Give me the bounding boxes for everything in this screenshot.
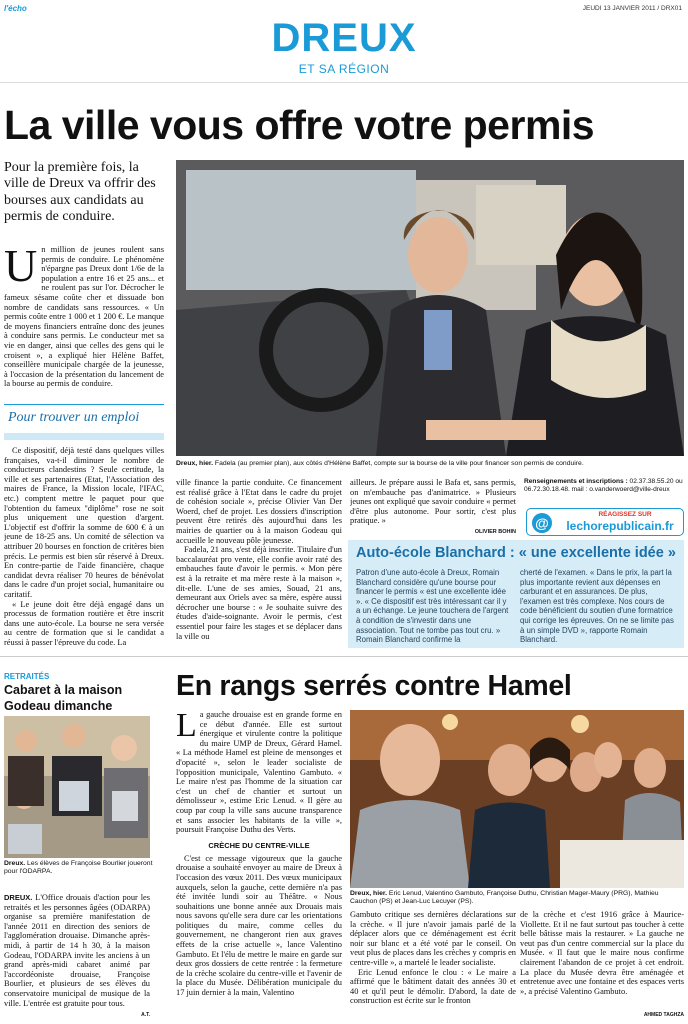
section-title: DREUX bbox=[271, 16, 417, 60]
at-sign-icon: @ bbox=[532, 513, 552, 533]
dropcap: U bbox=[4, 245, 38, 291]
sidebar-box-title: Auto-école Blanchard : « une excellente idée » bbox=[356, 545, 676, 561]
main-col3 bbox=[350, 478, 516, 530]
sidebar-box bbox=[348, 540, 684, 648]
retraites-headline: Cabaret à la maison Godeau dimanche bbox=[4, 683, 123, 713]
main-col2 bbox=[176, 478, 342, 648]
hamel-col3 bbox=[520, 910, 684, 1010]
main-col1-p1: n million de jeunes roulent sans permis de conduire. Le phénomène n'épargne pas Dreux dont 1/6e de la population a entre 16 et 25 ans... et ne roulent pas sur l'or. Décrocher le fameux sésame coûte cher et dissuade bon nombre de candidats sans ressources. « Un permis coûte entre 1 000 et 1 200 €. Le manque de moyens financiers entraîne donc des jeunes à conduire sans permis. Le conducteur met sa vie en danger, ainsi que celles des gens qui le croisent », a expliqué hier Hélène Baffet, conseillère municipale chargée de la jeunesse, à l'occasion de la présentation du lancement de la bourse au permis de conduire. bbox=[4, 245, 164, 389]
retraites-kicker: RETRAITÉS bbox=[4, 672, 50, 681]
accordion-photo-illustration bbox=[4, 716, 150, 858]
main-col1-p2: Ce dispositif, déjà testé dans quelques villes françaises, va-t-il diminuer le nombre de conducteurs clandestins ? Seule certitude, la ville et ses partenaires (Etat, l'Association des maires de France, la Mission locale, l'IFAC, etc.) comptent mettre le paquet pour que l'obtention du fameux "diplôme" rose ne soit plus uniquement une question d'argent. L'objectif est d'offrir la somme de 600 € à un jeune de 18-25 ans. Un comité de sélection va attribuer 20 bourses en fonction de critères bien précis. Le permis est bien sûr réservé à Dreux. En contre-partie de l'aide financière, chaque candidat devra réaliser 70 heures de bénévolat dans le cadre d'un projet social, humanitaire ou caritatif. bbox=[4, 446, 164, 599]
group-photo-caption-lead: Dreux, hier. bbox=[350, 890, 388, 897]
promo-badge[interactable] bbox=[526, 508, 684, 536]
group-photo bbox=[350, 710, 684, 888]
group-photo-credit: AHMED TAGHZA bbox=[643, 1012, 684, 1018]
promo-site[interactable]: lechorepublicain.fr bbox=[566, 519, 674, 533]
main-col2-p2: Fadela, 21 ans, s'est déjà inscrite. Titulaire d'un baccalauréat pro vente, elle confie avoir raté des embauches faute d'avoir le permis. « Mon père est à la retraite et ma mère reste à la maison », dit-elle. L'une de ses amies, Souad, 21 ans, demeurant aux Oriels avec sa mère, espère aussi décrocher une bourse : « Je souhaite suivre des études d'aide-soignante. Avoir le permis, c'est essentiel pour faire les stages et se déplacer dans la ville ou bbox=[176, 545, 342, 641]
main-signature: OLIVIER BOHIN bbox=[474, 529, 516, 535]
hamel-col2 bbox=[350, 910, 516, 1020]
info-box-text: 02.37.38.55.20 ou 06.72.30.18.48. mail : o.vanderwoerd@ville-dreux bbox=[524, 478, 683, 493]
section-subtitle: ET SA RÉGION bbox=[298, 62, 390, 76]
main-col1-p3: « Le jeune doit être déjà engagé dans un processus de formation routière et être inscrit dans une auto-école. La bourse ne sera versée au centre de formation que si le candidat a réussi à passer l'épreuve du code. La bbox=[4, 599, 164, 646]
accordion-photo bbox=[4, 716, 150, 858]
hamel-col2-p1: Gambuto critique ses dernières déclarations sur la crèche. « Il jure n'avoir jamais parlé de la déplacer alors que ce déménagement est écrit noir sur blanc et a été voté par le conseil. On veut plus de places dans les crèches y compris en centre-ville », a martelé le leader socialiste. bbox=[350, 910, 516, 967]
subhead-bar bbox=[4, 433, 164, 440]
hamel-headline: En rangs serrés contre Hamel bbox=[176, 670, 572, 702]
main-photo-caption bbox=[176, 460, 684, 468]
retraites-signature: A.T. bbox=[141, 1012, 150, 1018]
subhead: Pour trouver un emploi bbox=[8, 410, 140, 425]
retraites-caption-lead: Dreux. bbox=[4, 860, 26, 867]
main-col2-p1: ville finance la partie conduite. Ce financement est réalisé grâce à l'Etat dans le cadre du projet de cohésion sociale », précise Olivier Van Der Woerd, chef de projet. Les dossiers d'inscription peuvent être retirés dès aujourd'hui dans les mairies de quartier ou à la maison Godeau qui accueille le nouveau pôle jeunesse. bbox=[176, 478, 342, 545]
main-headline: La ville vous offre votre permis bbox=[4, 102, 595, 148]
info-box-label: Renseignements et inscriptions : bbox=[524, 478, 628, 485]
group-photo-caption-text: Eric Lenud, Valentino Gambuto, Françoise Duthu, Christian Mager-Maury (PRG), Mathieu Cauchon (PS) et Jean-Luc Lecuyer (PS). bbox=[350, 890, 659, 905]
main-col3-p1: ailleurs. Je prépare aussi le Bafa et, sans permis, on m'embauche pas d'animatrice. » Plusieurs jeunes ont expliqué que savoir conduire « permet d'être plus autonome. Pour sortir, c'est plus pratique. » bbox=[350, 478, 516, 526]
page-divider bbox=[0, 656, 688, 657]
article-lead: Pour la première fois, la ville de Dreux va offrir des bourses aux candidats au permis de conduire. bbox=[4, 160, 156, 225]
date-line: JEUDI 13 JANVIER 2011 / DRX01 bbox=[582, 5, 682, 12]
retraites-caption-text: Les élèves de Françoise Bourlier joueront pour l'ODARPA. bbox=[4, 860, 153, 875]
retraites-body-text: L'Office drouais d'action pour les retraités et les personnes âgées (ODARPA) organise sa première manifestation de l'année 2011 en direction des seniors de l'agglomération drouaise. Dimanche après-midi, à partir de 14 h 30, à la maison Godeau, l'ODARPA invite les anciens à un grand après-midi cabaret animé par l'accordéoniste drouaise, Françoise Bourlier, et plusieurs de ses élèves du conservatoire municipal de musique de la ville. L'entrée est gratuite pour tous. bbox=[4, 893, 150, 1008]
hamel-dropcap: L bbox=[176, 710, 197, 744]
hamel-col3-p1: de la crèche et c'est 1916 grâce à Maurice-Viollette. Et il ne faut surtout pas toucher à cette belle bâtisse mais la restaurer. » La gauche ne veut pas d'un centre commercial sur la place du Musée. « Il faut que le maire nous confirme clairement l'abandon de ce projet à cet endroit. La place du Musée devra être aménagée et entretenue avec une fontaine et des espaces verts », a précisé Valentino Gambuto. bbox=[520, 910, 684, 996]
main-photo-caption-text: Fadela (au premier plan), aux côtés d'Hélène Baffet, compte sur la bourse de la ville pour financer son permis de conduire. bbox=[214, 460, 584, 467]
hamel-col1-p1: a gauche drouaise est en grande forme en ce début d'année. Elle est surtout énergique et virulente contre la politique du maire UMP de Dreux, Gérard Hamel. « La méthode Hamel est pleine de mensonges et d'opacité », selon le leader socialiste de l'opposition municipale, Valentino Gambuto. « Le maire n'est pas l'homme de la situation car c'est un chef de chantier et surtout un démolisseur », estime Eric Lenud. « Il gère au coup par coup la ville sans aucune transparence et sans associer les habitants de la ville », poursuit Françoise Duthu des Verts. bbox=[176, 710, 342, 835]
group-photo-illustration bbox=[350, 710, 684, 888]
sidebar-box-col1: Patron d'une auto-école à Dreux, Romain Blanchard considère qu'une bourse pour financer le permis « est une excellente idée ». « Ce dispositif est très intéressant car il y a un échange. Le jeune touchera de l'argent à condition de s'investir dans une association. Tout ne tombe pas tout cru. » Romain Blanchard confirme la bbox=[356, 568, 509, 645]
hamel-col2-p2: Eric Lenud enfonce le clou : « Le maire a affirmé que le bâtiment datait des années 30 et 40 et qu'il peut le démolir. D'abord, la date de construction est écrite sur le fronton bbox=[350, 967, 516, 1006]
hamel-col1-p2: C'est ce message vigoureux que la gauche drouaise a souhaité envoyer au maire de Dreux à l'occasion des vœux 2011. Des vœux municipaux auxquels, selon la gauche, cette dernière n'a pas été invitée lundi soir au Théâtre. « Nous souhaitions une bonne année aux Drouais mais nous savons qu'elle sera dure car les orientations politiques du maire, comme celles du gouvernement, ne changeront rien aux graves effets de la crise actuelle », lance Valentino Gambuto. Et l'élu de mettre le maire en garde sur deux gros dossiers de cette rentrée : la fermeture de la crèche scolaire du centre-ville et l'avenir de la place du Musée. Délibération municipale du 17 juin dernier à la main, Valentino bbox=[176, 853, 342, 998]
main-col1-intro bbox=[4, 245, 164, 403]
promo-small: RÉAGISSEZ SUR bbox=[598, 511, 652, 518]
hamel-subhead: CRÈCHE DU CENTRE-VILLE bbox=[208, 840, 310, 850]
group-photo-caption bbox=[350, 890, 684, 906]
masthead-divider bbox=[0, 82, 688, 83]
hamel-col1 bbox=[176, 710, 342, 1020]
sidebar-box-col2: cherté de l'examen. « Dans le prix, la part la plus importante revient aux dépenses en carburant et en assurances. De plus, l'examen est très complexe. Nos cours de code bénéficient du soutien d'une formatrice qui corrige les épreuves. On ne se limite pas à un simple DVD », rapporte Romain Blanchard. bbox=[520, 568, 674, 645]
retraites-body bbox=[4, 893, 150, 1017]
main-col1-body bbox=[4, 446, 164, 646]
info-box bbox=[524, 478, 684, 494]
driving-photo-illustration bbox=[176, 160, 684, 456]
subhead-rule-top bbox=[4, 404, 164, 405]
newspaper-logo: l'écho bbox=[4, 4, 27, 13]
main-photo-caption-lead: Dreux, hier. bbox=[176, 460, 214, 467]
retraites-body-lead: DREUX. bbox=[4, 893, 33, 902]
retraites-caption bbox=[4, 860, 154, 876]
driving-photo bbox=[176, 160, 684, 456]
